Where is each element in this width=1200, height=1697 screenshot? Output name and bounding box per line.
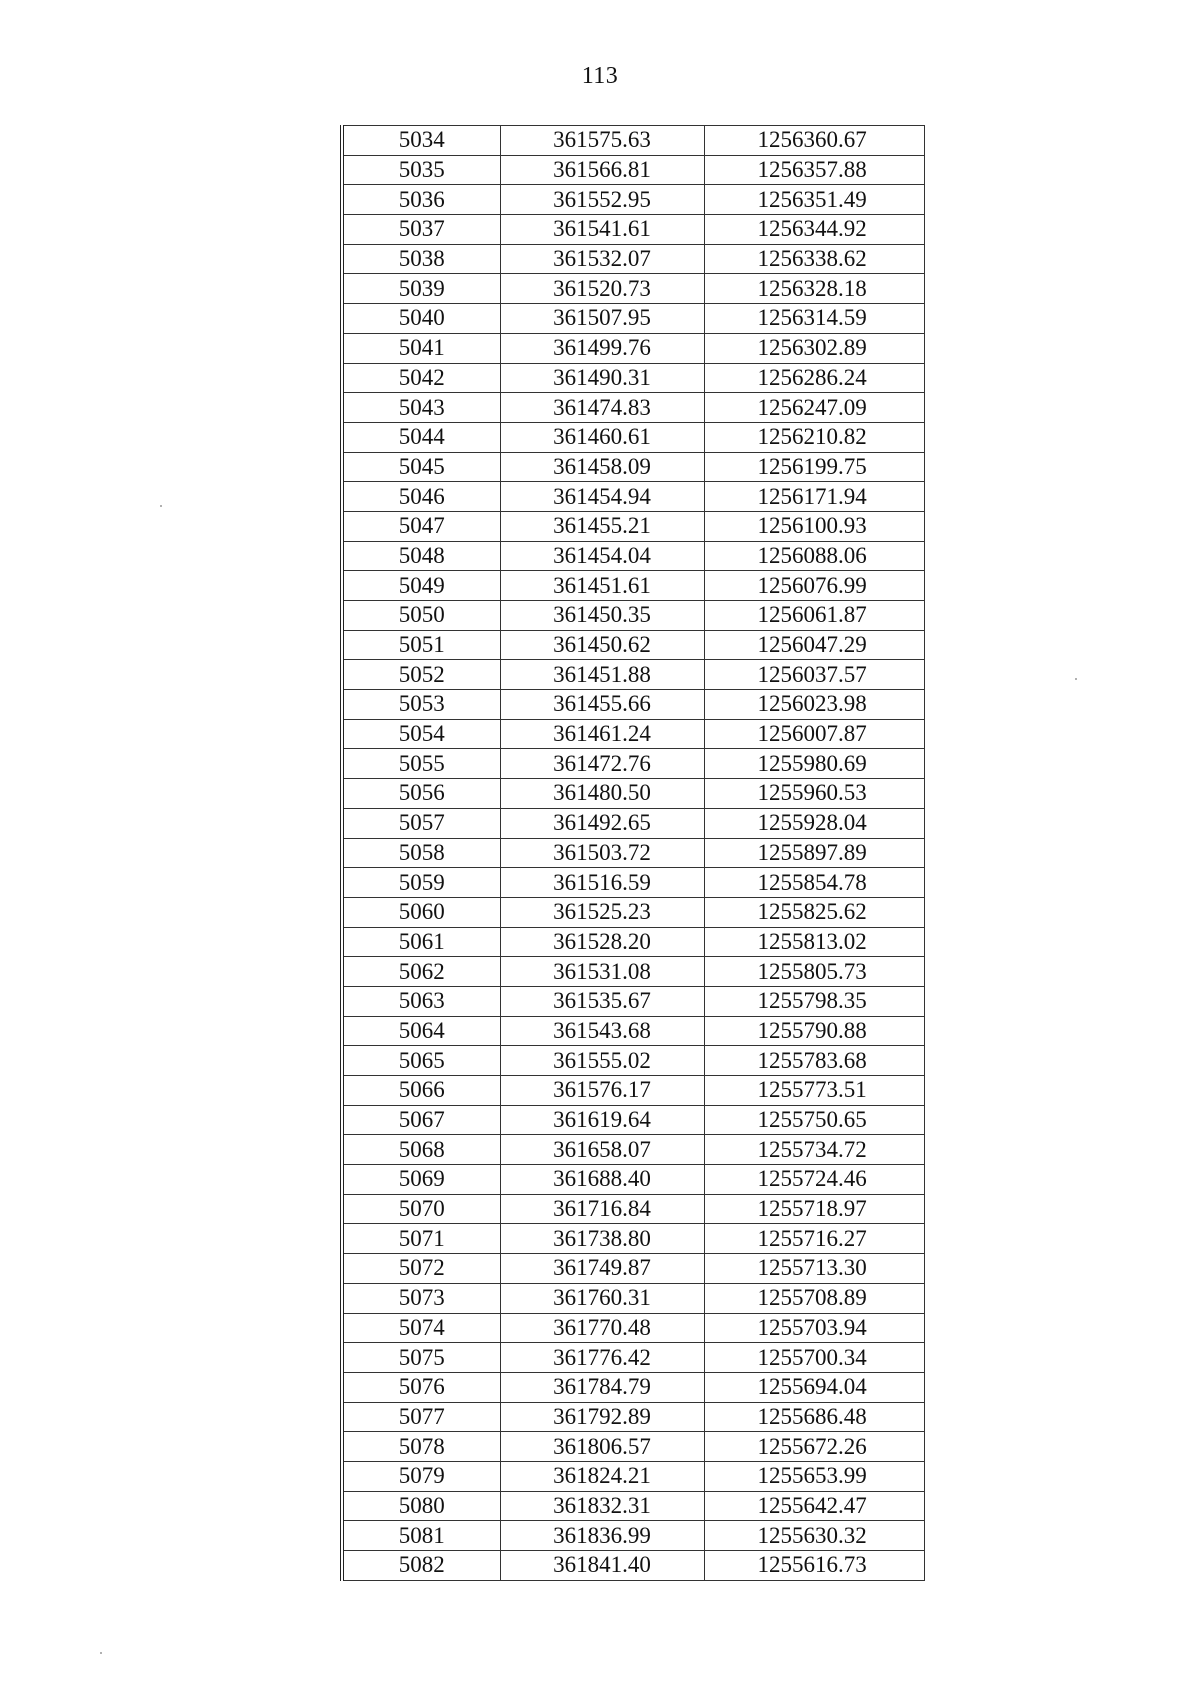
x-coordinate-cell: 361451.88	[500, 660, 704, 690]
point-number-cell: 5075	[342, 1343, 500, 1373]
table-row	[342, 155, 924, 185]
table-row	[342, 1076, 924, 1106]
point-number-cell: 5065	[342, 1046, 500, 1076]
scan-speck	[160, 505, 162, 507]
table-row	[342, 1461, 924, 1491]
x-coordinate-cell: 361520.73	[500, 274, 704, 304]
y-coordinate-cell: 1255716.27	[704, 1224, 924, 1254]
table-row	[342, 779, 924, 809]
y-coordinate-cell: 1256171.94	[704, 482, 924, 512]
table-row	[342, 957, 924, 987]
table-row	[342, 482, 924, 512]
point-number-cell: 5038	[342, 244, 500, 274]
coordinates-table	[340, 125, 925, 1581]
table-row	[342, 333, 924, 363]
point-number-cell: 5039	[342, 274, 500, 304]
y-coordinate-cell: 1256061.87	[704, 601, 924, 631]
x-coordinate-cell: 361454.04	[500, 541, 704, 571]
table-row	[342, 126, 924, 156]
x-coordinate-cell: 361525.23	[500, 897, 704, 927]
table-row	[342, 1313, 924, 1343]
y-coordinate-cell: 1255686.48	[704, 1402, 924, 1432]
x-coordinate-cell: 361576.17	[500, 1076, 704, 1106]
x-coordinate-cell: 361552.95	[500, 185, 704, 215]
x-coordinate-cell: 361480.50	[500, 779, 704, 809]
y-coordinate-cell: 1256338.62	[704, 244, 924, 274]
y-coordinate-cell: 1255854.78	[704, 868, 924, 898]
point-number-cell: 5060	[342, 897, 500, 927]
y-coordinate-cell: 1255798.35	[704, 986, 924, 1016]
table-row	[342, 1521, 924, 1551]
point-number-cell: 5059	[342, 868, 500, 898]
y-coordinate-cell: 1256210.82	[704, 422, 924, 452]
x-coordinate-cell: 361528.20	[500, 927, 704, 957]
x-coordinate-cell: 361535.67	[500, 986, 704, 1016]
table-row	[342, 1046, 924, 1076]
x-coordinate-cell: 361716.84	[500, 1194, 704, 1224]
y-coordinate-cell: 1256302.89	[704, 333, 924, 363]
point-number-cell: 5064	[342, 1016, 500, 1046]
point-number-cell: 5042	[342, 363, 500, 393]
point-number-cell: 5078	[342, 1432, 500, 1462]
point-number-cell: 5044	[342, 422, 500, 452]
y-coordinate-cell: 1255708.89	[704, 1283, 924, 1313]
point-number-cell: 5043	[342, 393, 500, 423]
y-coordinate-cell: 1256360.67	[704, 126, 924, 156]
point-number-cell: 5077	[342, 1402, 500, 1432]
y-coordinate-cell: 1255960.53	[704, 779, 924, 809]
table-row	[342, 897, 924, 927]
point-number-cell: 5080	[342, 1491, 500, 1521]
y-coordinate-cell: 1256247.09	[704, 393, 924, 423]
x-coordinate-cell: 361541.61	[500, 215, 704, 245]
x-coordinate-cell: 361461.24	[500, 719, 704, 749]
point-number-cell: 5053	[342, 690, 500, 720]
y-coordinate-cell: 1256328.18	[704, 274, 924, 304]
point-number-cell: 5057	[342, 808, 500, 838]
x-coordinate-cell: 361836.99	[500, 1521, 704, 1551]
x-coordinate-cell: 361566.81	[500, 155, 704, 185]
table-row	[342, 630, 924, 660]
x-coordinate-cell: 361760.31	[500, 1283, 704, 1313]
table-row	[342, 304, 924, 334]
x-coordinate-cell: 361806.57	[500, 1432, 704, 1462]
y-coordinate-cell: 1255616.73	[704, 1551, 924, 1581]
x-coordinate-cell: 361460.61	[500, 422, 704, 452]
y-coordinate-cell: 1256076.99	[704, 571, 924, 601]
table-row	[342, 215, 924, 245]
table-row	[342, 541, 924, 571]
point-number-cell: 5073	[342, 1283, 500, 1313]
table-row	[342, 1194, 924, 1224]
point-number-cell: 5049	[342, 571, 500, 601]
x-coordinate-cell: 361451.61	[500, 571, 704, 601]
x-coordinate-cell: 361472.76	[500, 749, 704, 779]
y-coordinate-cell: 1255773.51	[704, 1076, 924, 1106]
y-coordinate-cell: 1255980.69	[704, 749, 924, 779]
x-coordinate-cell: 361749.87	[500, 1254, 704, 1284]
point-number-cell: 5045	[342, 452, 500, 482]
point-number-cell: 5046	[342, 482, 500, 512]
table-row	[342, 986, 924, 1016]
x-coordinate-cell: 361738.80	[500, 1224, 704, 1254]
point-number-cell: 5051	[342, 630, 500, 660]
point-number-cell: 5055	[342, 749, 500, 779]
table-row	[342, 274, 924, 304]
x-coordinate-cell: 361784.79	[500, 1372, 704, 1402]
point-number-cell: 5034	[342, 126, 500, 156]
x-coordinate-cell: 361832.31	[500, 1491, 704, 1521]
y-coordinate-cell: 1255703.94	[704, 1313, 924, 1343]
table-row	[342, 868, 924, 898]
table-row	[342, 422, 924, 452]
y-coordinate-cell: 1255928.04	[704, 808, 924, 838]
y-coordinate-cell: 1255718.97	[704, 1194, 924, 1224]
point-number-cell: 5058	[342, 838, 500, 868]
point-number-cell: 5035	[342, 155, 500, 185]
point-number-cell: 5070	[342, 1194, 500, 1224]
table-row	[342, 571, 924, 601]
y-coordinate-cell: 1255805.73	[704, 957, 924, 987]
table-row	[342, 1016, 924, 1046]
y-coordinate-cell: 1256047.29	[704, 630, 924, 660]
y-coordinate-cell: 1256037.57	[704, 660, 924, 690]
table-row	[342, 719, 924, 749]
x-coordinate-cell: 361450.62	[500, 630, 704, 660]
table-row	[342, 393, 924, 423]
x-coordinate-cell: 361499.76	[500, 333, 704, 363]
scan-speck	[1075, 678, 1077, 680]
y-coordinate-cell: 1255630.32	[704, 1521, 924, 1551]
x-coordinate-cell: 361507.95	[500, 304, 704, 334]
x-coordinate-cell: 361492.65	[500, 808, 704, 838]
point-number-cell: 5066	[342, 1076, 500, 1106]
table-row	[342, 690, 924, 720]
table-row	[342, 452, 924, 482]
point-number-cell: 5081	[342, 1521, 500, 1551]
y-coordinate-cell: 1256023.98	[704, 690, 924, 720]
point-number-cell: 5069	[342, 1165, 500, 1195]
y-coordinate-cell: 1255813.02	[704, 927, 924, 957]
y-coordinate-cell: 1255642.47	[704, 1491, 924, 1521]
table-row	[342, 1224, 924, 1254]
x-coordinate-cell: 361503.72	[500, 838, 704, 868]
table-row	[342, 1343, 924, 1373]
point-number-cell: 5063	[342, 986, 500, 1016]
y-coordinate-cell: 1255653.99	[704, 1461, 924, 1491]
y-coordinate-cell: 1255825.62	[704, 897, 924, 927]
table-row	[342, 838, 924, 868]
x-coordinate-cell: 361575.63	[500, 126, 704, 156]
point-number-cell: 5068	[342, 1135, 500, 1165]
table-row	[342, 1491, 924, 1521]
x-coordinate-cell: 361543.68	[500, 1016, 704, 1046]
y-coordinate-cell: 1255897.89	[704, 838, 924, 868]
x-coordinate-cell: 361531.08	[500, 957, 704, 987]
coordinates-table-body	[342, 126, 924, 1581]
y-coordinate-cell: 1255713.30	[704, 1254, 924, 1284]
table-row	[342, 749, 924, 779]
point-number-cell: 5036	[342, 185, 500, 215]
point-number-cell: 5037	[342, 215, 500, 245]
y-coordinate-cell: 1256007.87	[704, 719, 924, 749]
table-row	[342, 660, 924, 690]
y-coordinate-cell: 1255790.88	[704, 1016, 924, 1046]
y-coordinate-cell: 1255700.34	[704, 1343, 924, 1373]
y-coordinate-cell: 1256088.06	[704, 541, 924, 571]
x-coordinate-cell: 361455.21	[500, 511, 704, 541]
table-row	[342, 927, 924, 957]
y-coordinate-cell: 1255750.65	[704, 1105, 924, 1135]
point-number-cell: 5076	[342, 1372, 500, 1402]
y-coordinate-cell: 1256314.59	[704, 304, 924, 334]
table-row	[342, 1551, 924, 1581]
x-coordinate-cell: 361658.07	[500, 1135, 704, 1165]
point-number-cell: 5052	[342, 660, 500, 690]
point-number-cell: 5040	[342, 304, 500, 334]
table-row	[342, 511, 924, 541]
table-row	[342, 185, 924, 215]
y-coordinate-cell: 1255724.46	[704, 1165, 924, 1195]
x-coordinate-cell: 361688.40	[500, 1165, 704, 1195]
y-coordinate-cell: 1256199.75	[704, 452, 924, 482]
table-row	[342, 1402, 924, 1432]
y-coordinate-cell: 1256351.49	[704, 185, 924, 215]
x-coordinate-cell: 361455.66	[500, 690, 704, 720]
x-coordinate-cell: 361770.48	[500, 1313, 704, 1343]
point-number-cell: 5056	[342, 779, 500, 809]
point-number-cell: 5054	[342, 719, 500, 749]
x-coordinate-cell: 361516.59	[500, 868, 704, 898]
point-number-cell: 5072	[342, 1254, 500, 1284]
point-number-cell: 5074	[342, 1313, 500, 1343]
table-row	[342, 1254, 924, 1284]
point-number-cell: 5067	[342, 1105, 500, 1135]
table-row	[342, 1105, 924, 1135]
x-coordinate-cell: 361555.02	[500, 1046, 704, 1076]
y-coordinate-cell: 1255783.68	[704, 1046, 924, 1076]
x-coordinate-cell: 361458.09	[500, 452, 704, 482]
x-coordinate-cell: 361532.07	[500, 244, 704, 274]
point-number-cell: 5079	[342, 1461, 500, 1491]
y-coordinate-cell: 1255694.04	[704, 1372, 924, 1402]
point-number-cell: 5048	[342, 541, 500, 571]
page-number: 113	[581, 63, 619, 89]
table-row	[342, 1283, 924, 1313]
point-number-cell: 5061	[342, 927, 500, 957]
x-coordinate-cell: 361454.94	[500, 482, 704, 512]
x-coordinate-cell: 361841.40	[500, 1551, 704, 1581]
x-coordinate-cell: 361474.83	[500, 393, 704, 423]
y-coordinate-cell: 1256100.93	[704, 511, 924, 541]
point-number-cell: 5062	[342, 957, 500, 987]
x-coordinate-cell: 361450.35	[500, 601, 704, 631]
table-row	[342, 1165, 924, 1195]
table-row	[342, 244, 924, 274]
x-coordinate-cell: 361619.64	[500, 1105, 704, 1135]
table-row	[342, 808, 924, 838]
y-coordinate-cell: 1255672.26	[704, 1432, 924, 1462]
point-number-cell: 5082	[342, 1551, 500, 1581]
x-coordinate-cell: 361824.21	[500, 1461, 704, 1491]
scan-speck	[100, 1652, 102, 1654]
y-coordinate-cell: 1256344.92	[704, 215, 924, 245]
y-coordinate-cell: 1256286.24	[704, 363, 924, 393]
table-row	[342, 363, 924, 393]
x-coordinate-cell: 361490.31	[500, 363, 704, 393]
y-coordinate-cell: 1255734.72	[704, 1135, 924, 1165]
x-coordinate-cell: 361792.89	[500, 1402, 704, 1432]
point-number-cell: 5050	[342, 601, 500, 631]
table-row	[342, 1372, 924, 1402]
y-coordinate-cell: 1256357.88	[704, 155, 924, 185]
point-number-cell: 5047	[342, 511, 500, 541]
point-number-cell: 5041	[342, 333, 500, 363]
point-number-cell: 5071	[342, 1224, 500, 1254]
table-row	[342, 601, 924, 631]
table-row	[342, 1432, 924, 1462]
x-coordinate-cell: 361776.42	[500, 1343, 704, 1373]
table-row	[342, 1135, 924, 1165]
